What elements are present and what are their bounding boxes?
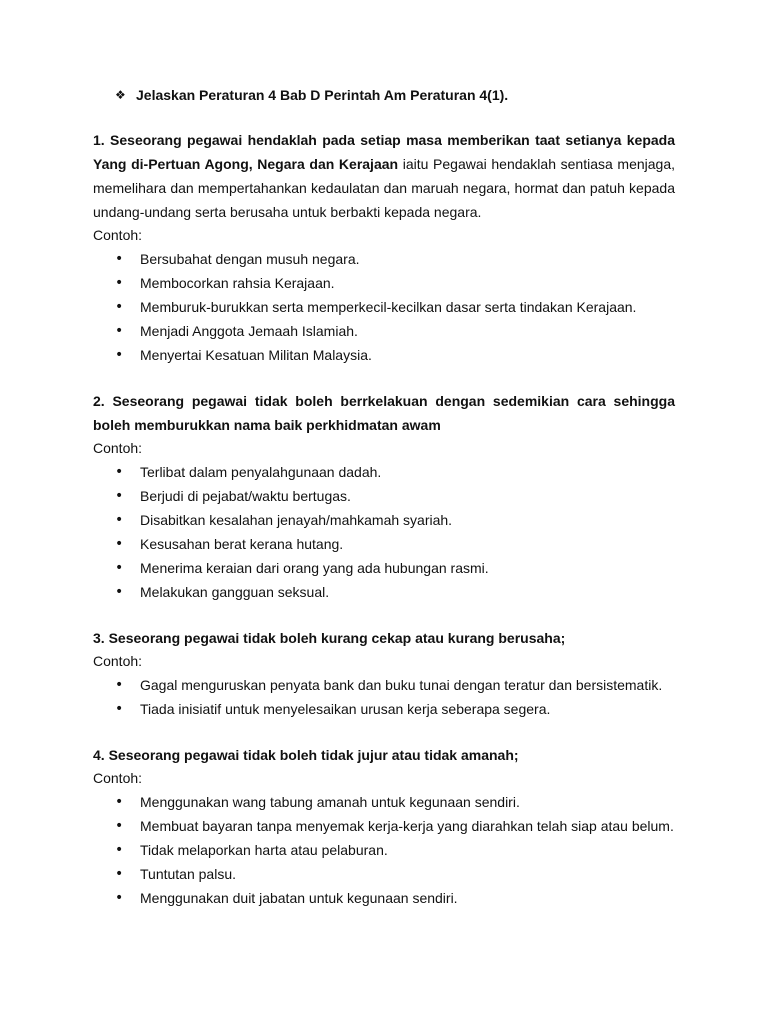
statement-bold: 2. Seseorang pegawai tidak boleh berrkelakuan dengan sedemikian cara sehingga boleh memburukkan nama baik perkhidmatan awam <box>93 393 675 433</box>
bullet-dot-icon: • <box>115 701 124 717</box>
section-statement <box>93 389 675 437</box>
bullet-dot-icon: • <box>115 512 124 528</box>
document-heading <box>93 84 675 106</box>
list-item <box>93 697 675 721</box>
list-item-text: Menggunakan wang tabung amanah untuk kegunaan sendiri. <box>140 794 520 810</box>
list-item-text: Gagal menguruskan penyata bank dan buku tunai dengan teratur dan bersistematik. <box>140 677 663 693</box>
bullet-dot-icon: • <box>115 794 124 810</box>
list-item-text: Menyertai Kesatuan Militan Malaysia. <box>140 347 372 363</box>
bullet-dot-icon: • <box>115 584 124 600</box>
list-item <box>93 295 675 319</box>
bullet-dot-icon: • <box>115 560 124 576</box>
statement-bold: 4. Seseorang pegawai tidak boleh tidak jujur atau tidak amanah; <box>93 747 519 763</box>
section-statement <box>93 128 675 224</box>
list-item-text: Terlibat dalam penyalahgunaan dadah. <box>140 464 382 480</box>
bullet-dot-icon: • <box>115 347 124 363</box>
statement-rest: iaitu Pegawai hendaklah sentiasa menjaga, memelihara dan mempertahankan kedaulatan dan maruah negara, hormat dan patuh kepada undang-undang serta berusaha untuk berbakti kepada negara. <box>93 156 676 220</box>
document-page <box>93 84 675 910</box>
example-list <box>93 460 675 604</box>
section-3 <box>93 626 675 721</box>
list-item-text: Tidak melaporkan harta atau pelaburan. <box>140 842 388 858</box>
statement-bold: 3. Seseorang pegawai tidak boleh kurang cekap atau kurang berusaha; <box>93 630 566 646</box>
section-4 <box>93 743 675 910</box>
bullet-dot-icon: • <box>115 890 124 906</box>
diamond-bullet-icon: ❖ <box>115 88 126 102</box>
sections-container <box>93 128 675 910</box>
list-item <box>93 838 675 862</box>
list-item-text: Tiada inisiatif untuk menyelesaikan urusan kerja seberapa segera. <box>140 701 551 717</box>
list-item-text: Membocorkan rahsia Kerajaan. <box>140 275 335 291</box>
list-item <box>93 271 675 295</box>
list-item <box>93 319 675 343</box>
list-item <box>93 790 675 814</box>
list-item-text: Menjadi Anggota Jemaah Islamiah. <box>140 323 358 339</box>
list-item <box>93 862 675 886</box>
bullet-dot-icon: • <box>115 818 124 834</box>
contoh-label: Contoh: <box>93 770 143 786</box>
section-2 <box>93 389 675 604</box>
list-item <box>93 508 675 532</box>
bullet-dot-icon: • <box>115 488 124 504</box>
list-item <box>93 343 675 367</box>
bullet-dot-icon: • <box>115 323 124 339</box>
contoh-label: Contoh: <box>93 653 143 669</box>
list-item-text: Kesusahan berat kerana hutang. <box>140 536 344 552</box>
list-item <box>93 886 675 910</box>
list-item <box>93 673 675 697</box>
contoh-label: Contoh: <box>93 440 143 456</box>
list-item-text: Membuat bayaran tanpa menyemak kerja-kerja yang diarahkan telah siap atau belum. <box>140 818 674 834</box>
section-statement <box>93 743 675 767</box>
bullet-dot-icon: • <box>115 866 124 882</box>
list-item <box>93 532 675 556</box>
bullet-dot-icon: • <box>115 677 124 693</box>
bullet-dot-icon: • <box>115 464 124 480</box>
list-item <box>93 814 675 838</box>
list-item <box>93 484 675 508</box>
bullet-dot-icon: • <box>115 536 124 552</box>
list-item-text: Berjudi di pejabat/waktu bertugas. <box>140 488 351 504</box>
heading-text: Jelaskan Peraturan 4 Bab D Perintah Am Peraturan 4(1). <box>136 87 509 103</box>
section-statement <box>93 626 675 650</box>
example-list <box>93 790 675 910</box>
list-item <box>93 460 675 484</box>
example-list <box>93 247 675 367</box>
contoh-label: Contoh: <box>93 227 143 243</box>
bullet-dot-icon: • <box>115 275 124 291</box>
list-item-text: Bersubahat dengan musuh negara. <box>140 251 360 267</box>
bullet-dot-icon: • <box>115 299 124 315</box>
list-item <box>93 247 675 271</box>
section-1 <box>93 128 675 367</box>
example-list <box>93 673 675 721</box>
list-item-text: Disabitkan kesalahan jenayah/mahkamah syariah. <box>140 512 453 528</box>
list-item-text: Tuntutan palsu. <box>140 866 236 882</box>
list-item <box>93 556 675 580</box>
list-item-text: Melakukan gangguan seksual. <box>140 584 330 600</box>
bullet-dot-icon: • <box>115 842 124 858</box>
list-item-text: Menggunakan duit jabatan untuk kegunaan sendiri. <box>140 890 458 906</box>
statement-bold: 1. Seseorang pegawai hendaklah pada setiap masa memberikan taat setianya kepada Yang di-Pertuan Agong, Negara dan Kerajaan <box>93 132 675 172</box>
list-item-text: Memburuk-burukkan serta memperkecil-kecilkan dasar serta tindakan Kerajaan. <box>140 299 637 315</box>
bullet-dot-icon: • <box>115 251 124 267</box>
list-item-text: Menerima keraian dari orang yang ada hubungan rasmi. <box>140 560 489 576</box>
list-item <box>93 580 675 604</box>
